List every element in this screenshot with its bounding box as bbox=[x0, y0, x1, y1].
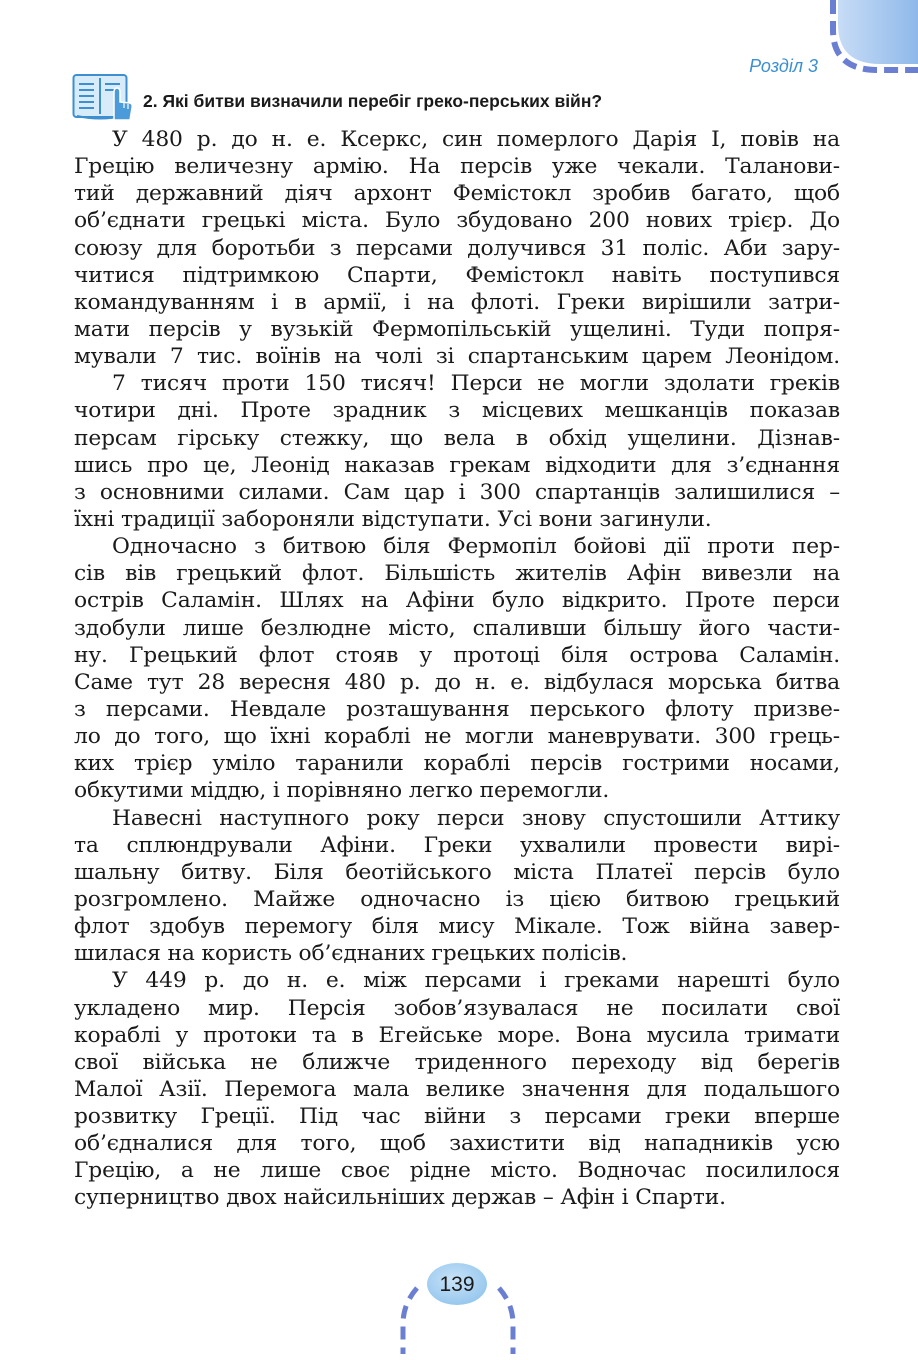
text-line: ло до того, що їхні кораблі не могли маневрувати. 300 грець- bbox=[74, 724, 840, 750]
paragraph-1 bbox=[74, 126, 840, 370]
text-line: флот здобув перемогу біля мису Мікале. Тож війна завер- bbox=[74, 914, 840, 940]
text-line: ну. Грецький флот стояв у протоці біля острова Саламін. bbox=[74, 642, 840, 668]
question-heading-row bbox=[72, 72, 852, 122]
text-line: Грецію, а не лише своє рідне місто. Водночас посилилося bbox=[74, 1158, 840, 1184]
text-line: мати персів у вузькій Фермопільській ущелині. Туди попря- bbox=[74, 316, 840, 342]
text-line: тий державний діяч архонт Фемістокл зробив багато, щоб bbox=[74, 181, 840, 207]
text-line: персам гірську стежку, що вела в обхід ущелини. Дізнав- bbox=[74, 425, 840, 451]
text-line: ких трієр уміло таранили кораблі персів гострими носами, bbox=[74, 751, 840, 777]
text-line: У 449 р. до н. е. між персами і греками нарешті було bbox=[112, 968, 840, 994]
text-line: розгромлено. Майже одночасно із цією битвою грецький bbox=[74, 886, 840, 912]
paragraph-4 bbox=[74, 805, 840, 968]
paragraph-3 bbox=[74, 533, 840, 804]
text-line: здобули лише безлюдне місто, спаливши більшу його части- bbox=[74, 615, 840, 641]
text-line: з персами. Невдале розташування перського флоту призве- bbox=[74, 696, 840, 722]
text-line: та сплюндрували Афіни. Греки ухвалили провести вирі- bbox=[74, 832, 840, 858]
text-line: читися підтримкою Спарти, Фемістокл навіть поступився bbox=[74, 262, 840, 288]
text-line: кораблі у протоки та в Егейське море. Вона мусила тримати bbox=[74, 1022, 840, 1048]
body-text bbox=[74, 126, 840, 1212]
text-line: об’єднати грецькі міста. Було збудовано 200 нових трієр. До bbox=[74, 208, 840, 234]
text-line: мували 7 тис. воїнів на чолі зі спартанським царем Леонідом. bbox=[74, 344, 840, 370]
text-line: їхні традиції забороняли відступати. Усі вони загинули. bbox=[74, 506, 712, 532]
text-line: розвитку Греції. Під час війни з персами греки вперше bbox=[74, 1104, 840, 1130]
text-line: сів вів грецький флот. Більшість жителів Афін вивезли на bbox=[74, 561, 840, 587]
text-line: Одночасно з битвою біля Фермопіл бойові дії проти пер- bbox=[112, 534, 840, 560]
text-line: командуванням і в армії, і на флоті. Греки вирішили затри- bbox=[74, 289, 840, 315]
text-line: У 480 р. до н. е. Ксеркс, син померлого Дарія І, повів на bbox=[112, 127, 840, 152]
text-line: суперництво двох найсильніших держав – Афін і Спарти. bbox=[74, 1185, 726, 1211]
text-line: укладено мир. Персія зобов’язувалася не посилати свої bbox=[74, 995, 840, 1021]
text-line: з основними силами. Сам цар і 300 спартанців залишилися – bbox=[74, 479, 840, 505]
text-line: Навесні наступного року перси знову спустошили Аттику bbox=[112, 805, 840, 831]
text-line: 7 тисяч проти 150 тисяч! Перси не могли здолати греків bbox=[112, 371, 840, 397]
page-number: 139 bbox=[439, 1273, 475, 1296]
text-line: свої війська не ближче триденного переходу від берегів bbox=[74, 1049, 840, 1075]
book-pointer-icon bbox=[72, 72, 134, 122]
question-heading: 2. Які битви визначили перебіг греко-перських війн? bbox=[143, 91, 603, 111]
text-line: шальну битву. Біля беотійського міста Платеї персів було bbox=[74, 859, 840, 885]
text-line: шилася на користь об’єднаних грецьких полісів. bbox=[74, 941, 628, 967]
text-line: Грецію величезну армію. На персів уже чекали. Таланови- bbox=[74, 154, 840, 180]
text-line: шись про це, Леонід наказав грекам відходити для з’єднання bbox=[74, 452, 840, 478]
text-line: острів Саламін. Шлях на Афіни було відкрито. Проте перси bbox=[74, 588, 840, 614]
text-line: Саме тут 28 вересня 480 р. до н. е. відбулася морська битва bbox=[74, 669, 840, 695]
paragraph-5 bbox=[74, 967, 840, 1211]
text-line: об’єдналися для того, щоб захистити від нападників усю bbox=[74, 1131, 840, 1157]
text-line: союзу для боротьби з персами долучився 31 поліс. Аби зару- bbox=[74, 235, 840, 261]
paragraph-2 bbox=[74, 370, 840, 533]
text-line: обкутими міддю, і порівняно легко перемогли. bbox=[74, 778, 610, 804]
text-line: чотири дні. Проте зрадник з місцевих мешканців показав bbox=[74, 398, 840, 424]
section-label: Розділ 3 bbox=[749, 56, 818, 76]
text-line: Малої Азії. Перемога мала велике значення для подальшого bbox=[74, 1076, 840, 1102]
